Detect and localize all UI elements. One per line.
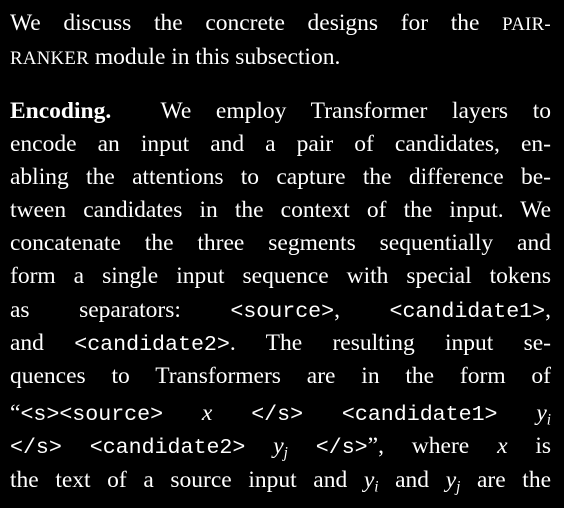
paragraph-line	[10, 193, 551, 227]
text-span: ,	[545, 297, 551, 323]
text-span: We employ Transformer layers to	[160, 98, 551, 124]
paragraph-line	[10, 94, 551, 128]
text-span: is	[507, 433, 552, 459]
sequence-token: </s>	[251, 403, 304, 427]
paragraph-line	[10, 463, 551, 497]
math-x: x	[201, 400, 213, 426]
text-span: . The resulting input se-	[229, 330, 552, 356]
text-span: and	[10, 330, 44, 356]
paragraph-line	[10, 259, 551, 293]
text-span: abling the attentions to capture the difference be-	[10, 164, 551, 190]
sequence-token: <s><source>	[20, 403, 164, 427]
paragraph-line	[10, 127, 551, 161]
math-y-j: $y_j$	[445, 467, 461, 496]
candidate2-token: <candidate2>	[74, 333, 230, 357]
paragraph-line	[10, 396, 551, 430]
sequence-token: </s>	[315, 436, 368, 460]
paragraph-line	[10, 160, 551, 194]
text-span: concatenate the three segments sequentially and	[10, 230, 551, 256]
math-x: x	[497, 433, 508, 459]
text-span: quences to Transformers are in the form of	[10, 363, 551, 389]
paragraph-line	[10, 326, 551, 360]
paragraph-line	[10, 6, 551, 40]
paragraph-line	[10, 40, 551, 74]
candidate2-token: <candidate2>	[89, 436, 246, 460]
source-token: <source>	[230, 300, 335, 324]
pairranker-name-part2: RANKER	[10, 48, 90, 69]
paragraph-line	[10, 359, 551, 393]
text-span: ”, where	[367, 433, 498, 459]
sequence-token: </s>	[10, 436, 62, 460]
text-span: as separators:	[10, 297, 181, 323]
paragraph-line	[10, 226, 551, 260]
text-span: the text of a source input and	[10, 467, 364, 493]
text-span: We discuss the concrete designs for the	[10, 10, 503, 36]
text-span: ,	[334, 297, 340, 323]
candidate1-token: <candidate1>	[389, 300, 546, 324]
math-y-i: $y_i$	[363, 467, 379, 496]
text-span: form a single input sequence with special tokens	[10, 263, 551, 289]
text-span: encode an input and a pair of candidates, en-	[10, 131, 551, 157]
text-span: module in this subsection.	[89, 44, 341, 70]
paragraph-line	[10, 293, 551, 327]
math-y-i: $y_i$	[536, 400, 552, 429]
paragraph-line	[10, 429, 551, 463]
text-span: tween candidates in the context of the input. We	[10, 197, 551, 223]
math-y-j: $y_j$	[273, 433, 288, 462]
candidate1-token: <candidate1>	[341, 403, 498, 427]
pairranker-name-part1: PAIR-	[502, 14, 551, 35]
section-heading: Encoding.	[10, 98, 112, 124]
text-span: and	[378, 467, 446, 493]
text-span: are the	[460, 467, 551, 493]
text-span: “	[10, 400, 21, 426]
